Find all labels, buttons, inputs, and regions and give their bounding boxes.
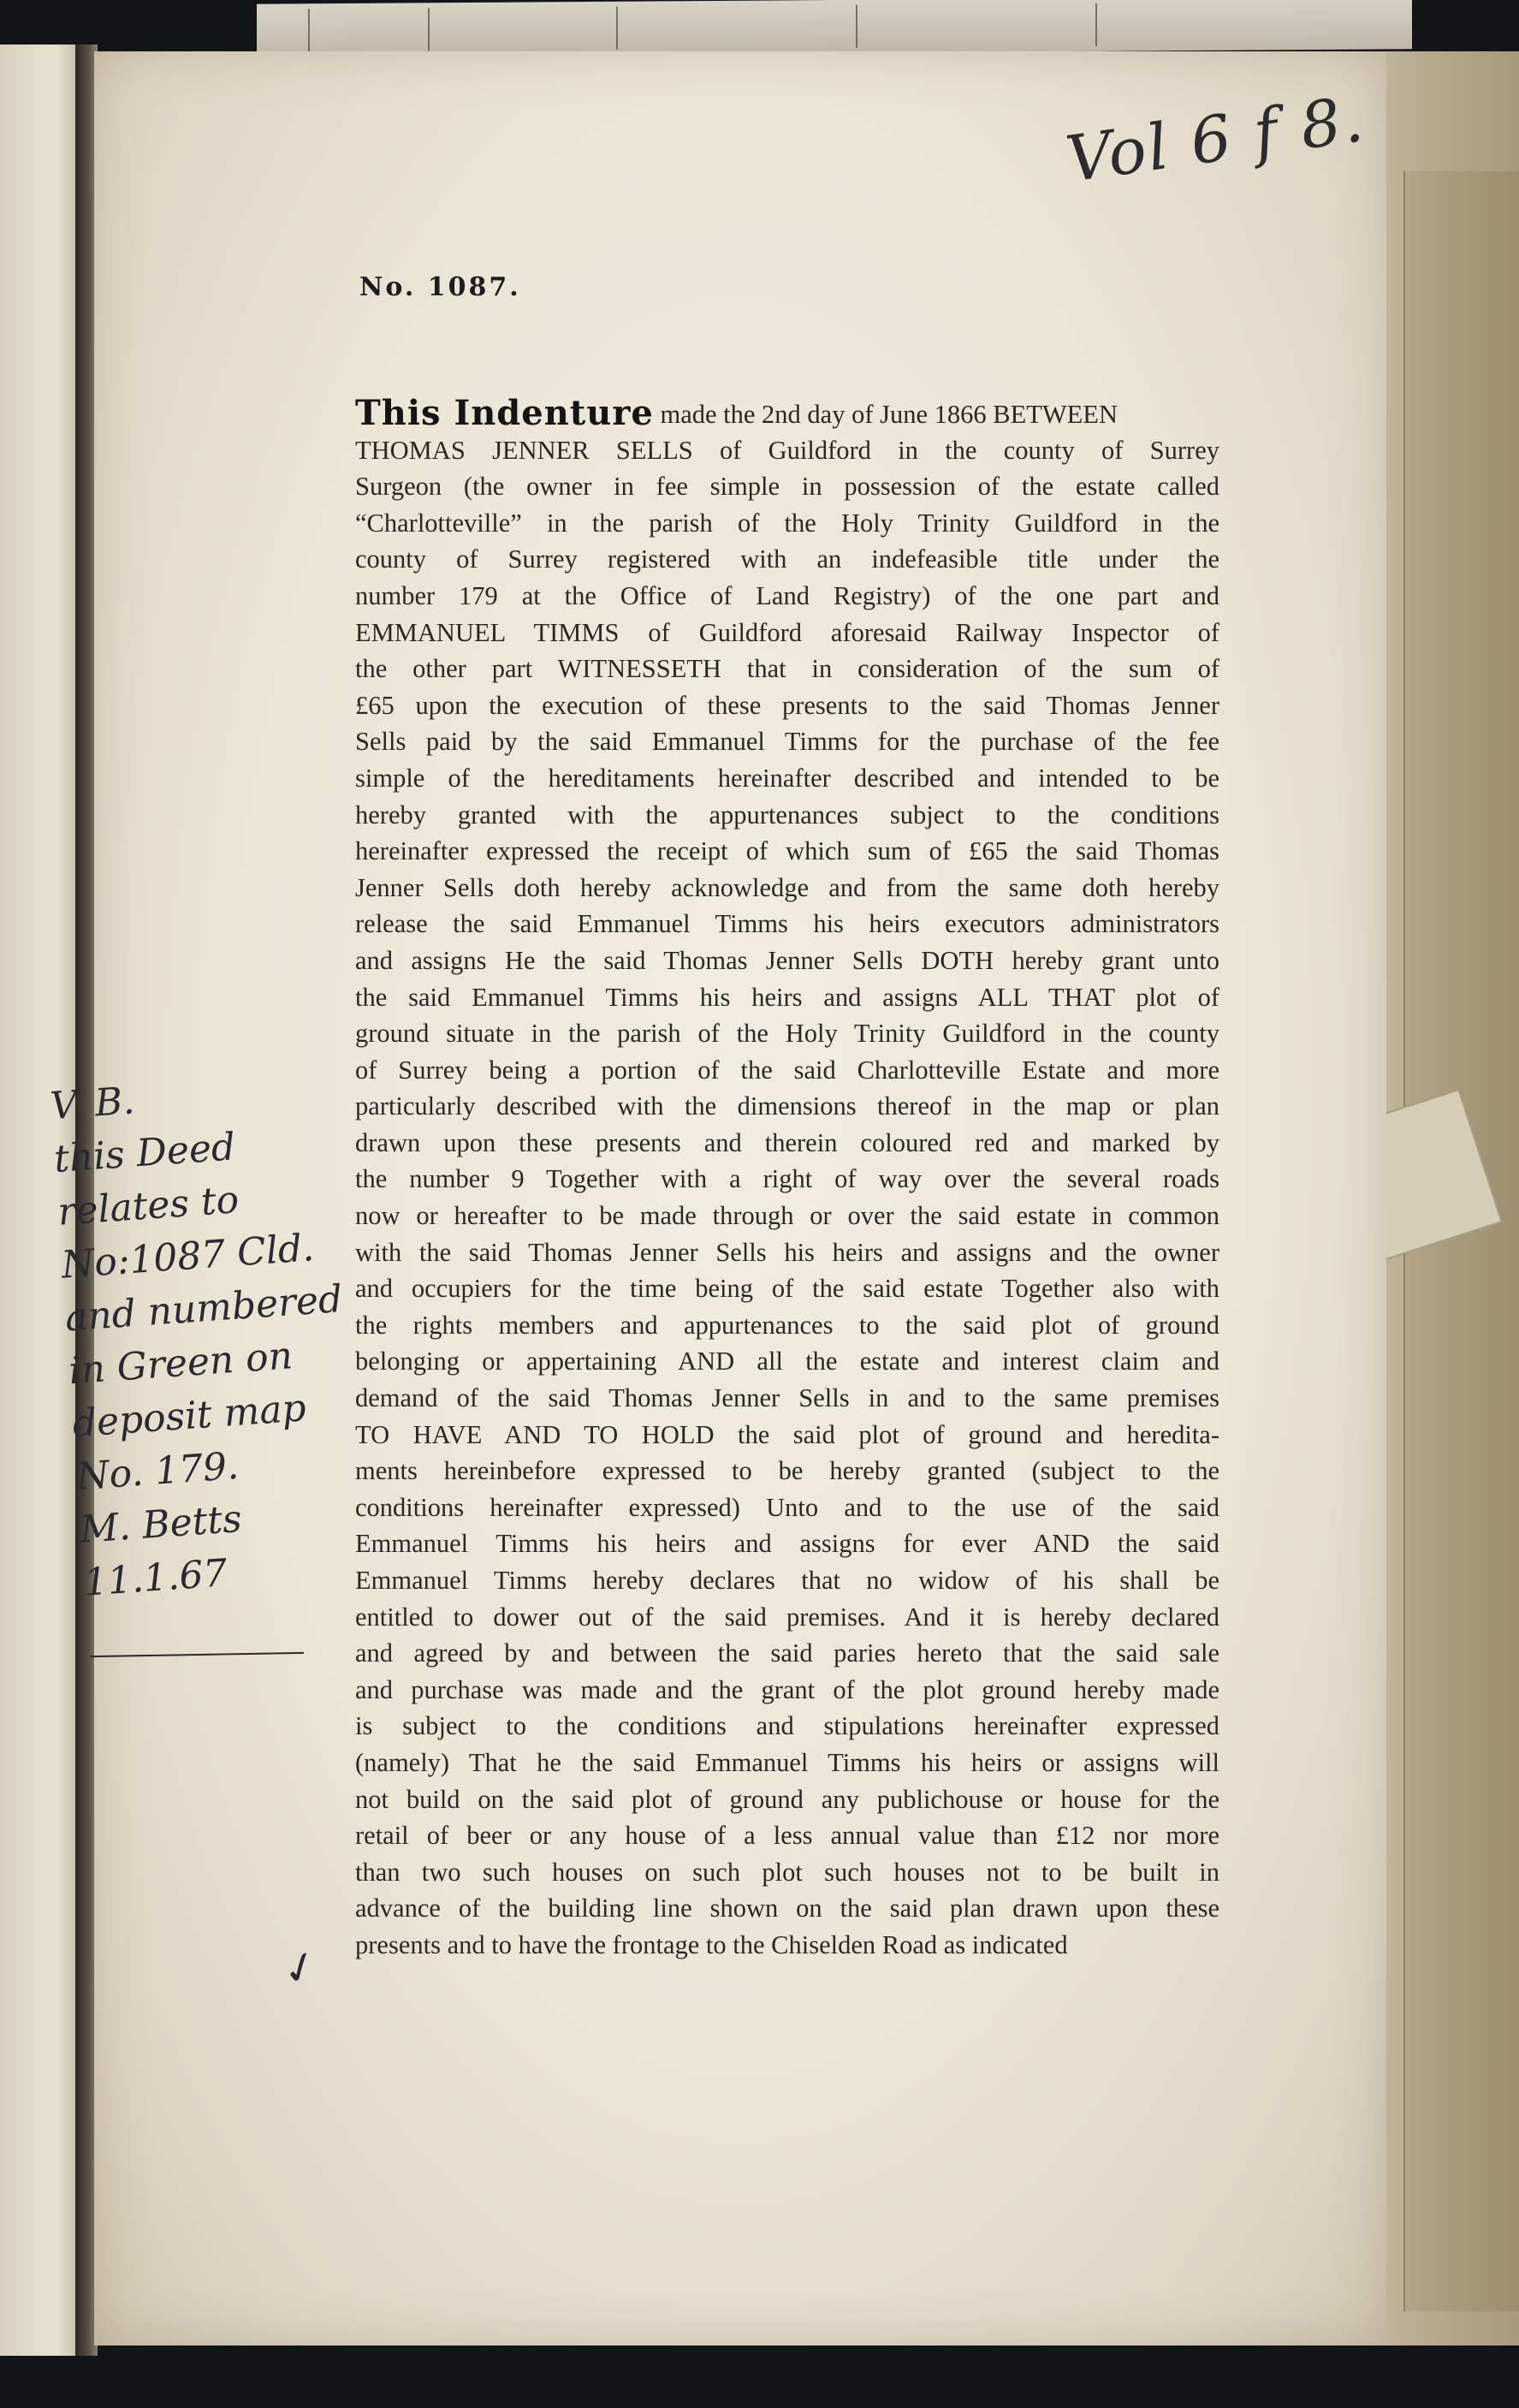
document-number: No. 1087. bbox=[359, 272, 521, 302]
text-line: and assigns He the said Thomas Jenner Sells DOTH hereby grant unto bbox=[355, 945, 1219, 975]
text-line: not build on the said plot of ground any publichouse or house for the bbox=[355, 1784, 1219, 1814]
text-line: release the said Emmanuel Timms his heirs executors administrators bbox=[355, 909, 1219, 939]
margin-note-line: this Deed bbox=[52, 1125, 237, 1181]
text-line: demand of the said Thomas Jenner Sells in and to the same premises bbox=[355, 1383, 1219, 1413]
text-line: the said Emmanuel Timms his heirs and assigns ALL THAT plot of bbox=[355, 982, 1219, 1012]
text-line: number 179 at the Office of Land Registry) of the one part and bbox=[355, 580, 1219, 610]
indenture-text bbox=[355, 395, 1219, 1964]
folio-handwritten-note: Vol 6 f 8. bbox=[1061, 82, 1369, 197]
text-line: ground situate in the parish of the Holy Trinity Guildford in the county bbox=[355, 1019, 1219, 1049]
newspaper-strip-background bbox=[257, 0, 1412, 57]
text-line: simple of the hereditaments hereinafter described and intended to be bbox=[355, 763, 1219, 793]
newspaper-column-rule bbox=[1095, 3, 1097, 46]
text-line: and purchase was made and the grant of the plot ground hereby made bbox=[355, 1674, 1219, 1704]
text-line: is subject to the conditions and stipulations hereinafter expressed bbox=[355, 1711, 1219, 1741]
text-line: conditions hereinafter expressed) Unto and to the use of the said bbox=[355, 1492, 1219, 1522]
text-line: Emmanuel Timms his heirs and assigns for ever AND the said bbox=[355, 1529, 1219, 1559]
margin-note-line: V. B. bbox=[49, 1079, 136, 1129]
newspaper-column-rule bbox=[428, 8, 430, 51]
text-line: entitled to dower out of the said premises. And it is hereby declared bbox=[355, 1602, 1219, 1632]
text-line-content: made the 2nd day of June 1866 BETWEEN bbox=[653, 400, 1118, 429]
margin-note-line: No. 179. bbox=[74, 1443, 240, 1500]
text-line: with the said Thomas Jenner Sells his heirs and assigns and the owner bbox=[355, 1237, 1219, 1267]
text-line: Surgeon (the owner in fee simple in possession of the estate called bbox=[355, 472, 1219, 502]
text-line: county of Surrey registered with an indefeasible title under the bbox=[355, 544, 1219, 574]
text-line: ments hereinbefore expressed to be hereby granted (subject to the bbox=[355, 1456, 1219, 1486]
newspaper-column-rule bbox=[856, 5, 857, 48]
text-line: belonging or appertaining AND all the estate and interest claim and bbox=[355, 1347, 1219, 1376]
text-line bbox=[355, 395, 1219, 432]
text-line: THOMAS JENNER SELLS of Guildford in the county of Surrey bbox=[355, 435, 1219, 465]
text-line: hereby granted with the appurtenances subject to the conditions bbox=[355, 800, 1219, 829]
text-line: TO HAVE AND TO HOLD the said plot of ground and heredita- bbox=[355, 1419, 1219, 1449]
margin-note-line: No:1087 Cld. bbox=[60, 1226, 316, 1287]
margin-note-line: 11.1.67 bbox=[82, 1551, 229, 1605]
text-line: now or hereafter to be made through or over the said estate in common bbox=[355, 1201, 1219, 1231]
text-line: and occupiers for the time being of the said estate Together also with bbox=[355, 1274, 1219, 1304]
margin-note-line: in Green on bbox=[67, 1334, 294, 1394]
margin-note-line: M. Betts bbox=[78, 1496, 244, 1552]
margin-note-line: deposit map bbox=[71, 1386, 308, 1447]
text-line: the other part WITNESSETH that in consideration of the sum of bbox=[355, 654, 1219, 684]
text-line: EMMANUEL TIMMS of Guildford aforesaid Railway Inspector of bbox=[355, 617, 1219, 647]
margin-note-line: and numbered bbox=[63, 1277, 344, 1341]
margin-handwritten-annotation bbox=[49, 1061, 367, 1610]
text-line: particularly described with the dimensions thereof in the map or plan bbox=[355, 1091, 1219, 1121]
text-line: drawn upon these presents and therein coloured red and marked by bbox=[355, 1127, 1219, 1157]
text-line: hereinafter expressed the receipt of which sum of £65 the said Thomas bbox=[355, 836, 1219, 866]
text-line: than two such houses on such plot such houses not to be built in bbox=[355, 1857, 1219, 1887]
text-line: Emmanuel Timms hereby declares that no widow of his shall be bbox=[355, 1566, 1219, 1595]
text-line: of Surrey being a portion of the said Charlotteville Estate and more bbox=[355, 1055, 1219, 1085]
text-line: Sells paid by the said Emmanuel Timms for the purchase of the fee bbox=[355, 727, 1219, 757]
text-line: “Charlotteville” in the parish of the Holy Trinity Guildford in the bbox=[355, 508, 1219, 538]
text-line: and agreed by and between the said paries hereto that the said sale bbox=[355, 1638, 1219, 1668]
newspaper-column-rule bbox=[308, 9, 310, 51]
text-line: (namely) That he the said Emmanuel Timms his heirs or assigns will bbox=[355, 1747, 1219, 1777]
text-line: advance of the building line shown on the said plan drawn upon these bbox=[355, 1894, 1219, 1923]
newspaper-column-rule bbox=[616, 7, 618, 50]
opening-words: This Indenture bbox=[355, 393, 654, 433]
text-line: Jenner Sells doth hereby acknowledge and from the same doth hereby bbox=[355, 872, 1219, 902]
check-mark-icon: ✓ bbox=[275, 1938, 326, 1998]
text-line: presents and to have the frontage to the Chiselden Road as indicated bbox=[355, 1929, 1068, 1959]
text-line: the number 9 Together with a right of way over the several roads bbox=[355, 1164, 1219, 1194]
text-line: the rights members and appurtenances to the said plot of ground bbox=[355, 1310, 1219, 1340]
text-line: retail of beer or any house of a less annual value than £12 nor more bbox=[355, 1821, 1219, 1851]
margin-note-line: relates to bbox=[56, 1178, 240, 1234]
text-line: £65 upon the execution of these presents to the said Thomas Jenner bbox=[355, 690, 1219, 720]
